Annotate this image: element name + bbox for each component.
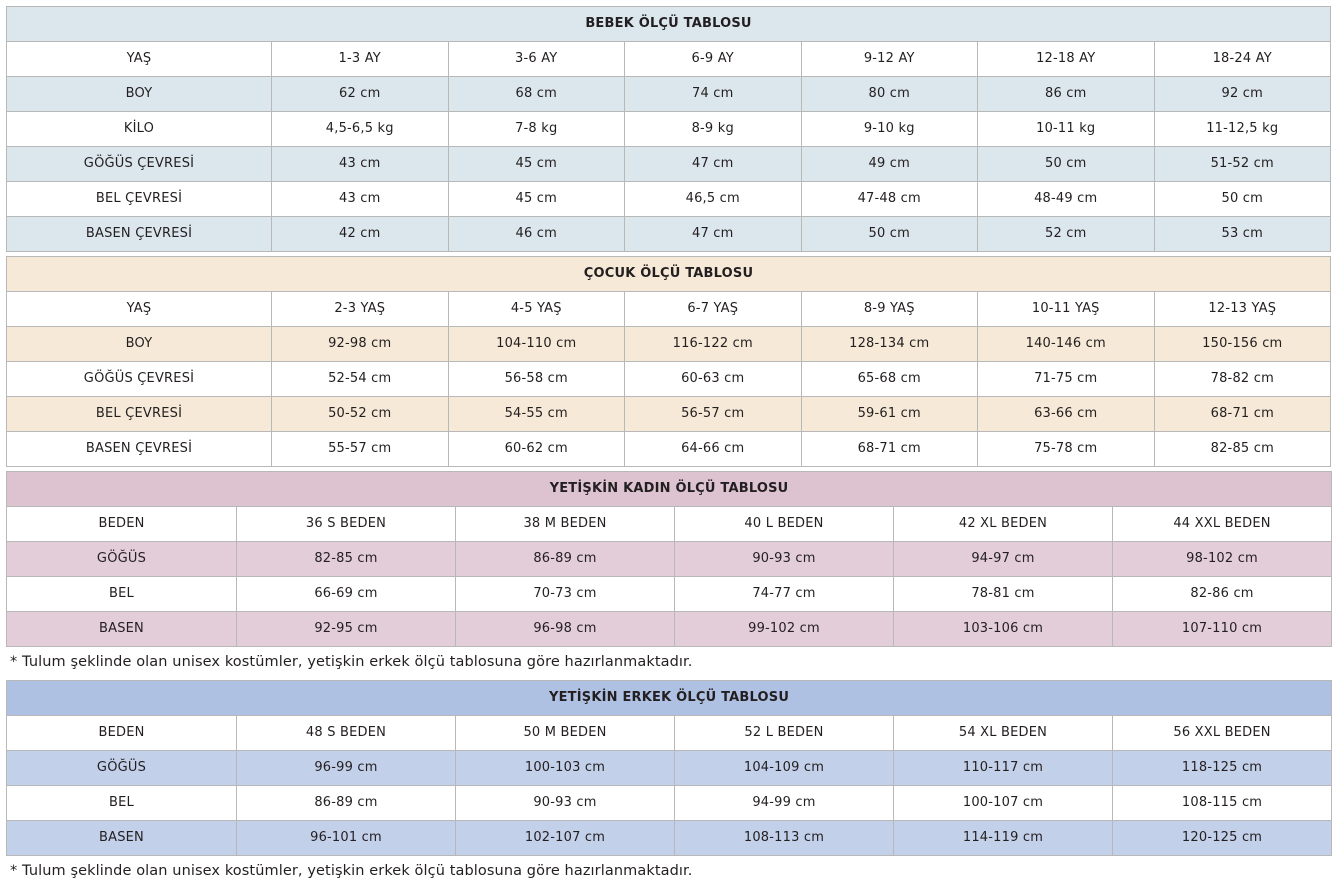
data-cell: 52-54 cm (272, 362, 449, 397)
table-title-row (7, 681, 1332, 716)
data-cell: 96-98 cm (456, 612, 675, 647)
table-row (7, 577, 1332, 612)
data-cell: 107-110 cm (1113, 612, 1332, 647)
row-header-cell: GÖĞÜS (7, 751, 237, 786)
row-header-cell: GÖĞÜS ÇEVRESİ (7, 362, 272, 397)
data-cell: 96-101 cm (237, 821, 456, 856)
row-header-cell: KİLO (7, 112, 272, 147)
data-cell: 104-109 cm (675, 751, 894, 786)
data-cell: 74-77 cm (675, 577, 894, 612)
data-cell: 92 cm (1154, 77, 1331, 112)
data-cell: 94-97 cm (894, 542, 1113, 577)
data-cell: 86 cm (978, 77, 1155, 112)
row-header-cell: BASEN ÇEVRESİ (7, 217, 272, 252)
data-cell: 56-57 cm (625, 397, 802, 432)
table-row (7, 182, 1331, 217)
table-row (7, 112, 1331, 147)
data-cell: 12-18 AY (978, 42, 1155, 77)
data-cell: 50 cm (978, 147, 1155, 182)
data-cell: 18-24 AY (1154, 42, 1331, 77)
data-cell: 71-75 cm (978, 362, 1155, 397)
data-cell: 9-12 AY (801, 42, 978, 77)
data-cell: 54-55 cm (448, 397, 625, 432)
data-cell: 64-66 cm (625, 432, 802, 467)
table-row (7, 751, 1332, 786)
data-cell: 100-103 cm (456, 751, 675, 786)
data-cell: 52 cm (978, 217, 1155, 252)
table-row (7, 432, 1331, 467)
data-cell: 8-9 YAŞ (801, 292, 978, 327)
size-table-block-men (6, 680, 1331, 885)
row-header-cell: BEL ÇEVRESİ (7, 182, 272, 217)
row-header-cell: BEL (7, 577, 237, 612)
row-header-cell: BOY (7, 327, 272, 362)
table-row (7, 821, 1332, 856)
data-cell: 66-69 cm (237, 577, 456, 612)
row-header-cell: GÖĞÜS ÇEVRESİ (7, 147, 272, 182)
table-row (7, 42, 1331, 77)
data-cell: 45 cm (448, 147, 625, 182)
data-cell: 50 M BEDEN (456, 716, 675, 751)
data-cell: 3-6 AY (448, 42, 625, 77)
table-row (7, 786, 1332, 821)
data-cell: 68-71 cm (1154, 397, 1331, 432)
data-cell: 116-122 cm (625, 327, 802, 362)
table-title-row (7, 472, 1332, 507)
data-cell: 110-117 cm (894, 751, 1113, 786)
data-cell: 49 cm (801, 147, 978, 182)
tables-container (6, 6, 1331, 885)
data-cell: 48 S BEDEN (237, 716, 456, 751)
data-cell: 92-95 cm (237, 612, 456, 647)
table-title: BEBEK ÖLÇÜ TABLOSU (7, 7, 1331, 42)
data-cell: 12-13 YAŞ (1154, 292, 1331, 327)
data-cell: 44 XXL BEDEN (1113, 507, 1332, 542)
data-cell: 100-107 cm (894, 786, 1113, 821)
data-cell: 60-62 cm (448, 432, 625, 467)
footnote-women: * Tulum şeklinde olan unisex kostümler, yetişkin erkek ölçü tablosuna göre hazırlanmaktadır. (10, 654, 693, 670)
data-cell: 45 cm (448, 182, 625, 217)
data-cell: 82-86 cm (1113, 577, 1332, 612)
data-cell: 1-3 AY (272, 42, 449, 77)
data-cell: 118-125 cm (1113, 751, 1332, 786)
row-header-cell: BEL (7, 786, 237, 821)
table-title-row (7, 7, 1331, 42)
data-cell: 114-119 cm (894, 821, 1113, 856)
data-cell: 86-89 cm (456, 542, 675, 577)
data-cell: 94-99 cm (675, 786, 894, 821)
data-cell: 6-7 YAŞ (625, 292, 802, 327)
row-header-cell: BEDEN (7, 716, 237, 751)
row-header-cell: YAŞ (7, 42, 272, 77)
size-table-block-child (6, 256, 1331, 467)
data-cell: 108-113 cm (675, 821, 894, 856)
data-cell: 47-48 cm (801, 182, 978, 217)
data-cell: 78-82 cm (1154, 362, 1331, 397)
data-cell: 36 S BEDEN (237, 507, 456, 542)
data-cell: 50 cm (801, 217, 978, 252)
data-cell: 6-9 AY (625, 42, 802, 77)
data-cell: 10-11 kg (978, 112, 1155, 147)
data-cell: 43 cm (272, 147, 449, 182)
data-cell: 82-85 cm (1154, 432, 1331, 467)
table-row (7, 397, 1331, 432)
data-cell: 150-156 cm (1154, 327, 1331, 362)
row-header-cell: BASEN ÇEVRESİ (7, 432, 272, 467)
size-table-men (6, 680, 1332, 856)
data-cell: 2-3 YAŞ (272, 292, 449, 327)
data-cell: 10-11 YAŞ (978, 292, 1155, 327)
data-cell: 4-5 YAŞ (448, 292, 625, 327)
table-row (7, 217, 1331, 252)
data-cell: 50-52 cm (272, 397, 449, 432)
data-cell: 59-61 cm (801, 397, 978, 432)
table-row (7, 716, 1332, 751)
table-title-row (7, 257, 1331, 292)
table-row (7, 507, 1332, 542)
data-cell: 92-98 cm (272, 327, 449, 362)
data-cell: 68-71 cm (801, 432, 978, 467)
data-cell: 9-10 kg (801, 112, 978, 147)
data-cell: 11-12,5 kg (1154, 112, 1331, 147)
table-row (7, 77, 1331, 112)
data-cell: 98-102 cm (1113, 542, 1332, 577)
data-cell: 140-146 cm (978, 327, 1155, 362)
data-cell: 82-85 cm (237, 542, 456, 577)
size-table-baby (6, 6, 1331, 252)
data-cell: 55-57 cm (272, 432, 449, 467)
data-cell: 102-107 cm (456, 821, 675, 856)
size-table-women (6, 471, 1332, 647)
data-cell: 99-102 cm (675, 612, 894, 647)
footnote-men: * Tulum şeklinde olan unisex kostümler, yetişkin erkek ölçü tablosuna göre hazırlanmaktadır. (10, 863, 693, 879)
row-header-cell: BEL ÇEVRESİ (7, 397, 272, 432)
table-row (7, 147, 1331, 182)
data-cell: 108-115 cm (1113, 786, 1332, 821)
data-cell: 50 cm (1154, 182, 1331, 217)
row-header-cell: YAŞ (7, 292, 272, 327)
table-row (7, 612, 1332, 647)
data-cell: 63-66 cm (978, 397, 1155, 432)
data-cell: 104-110 cm (448, 327, 625, 362)
data-cell: 78-81 cm (894, 577, 1113, 612)
data-cell: 75-78 cm (978, 432, 1155, 467)
size-table-block-baby (6, 6, 1331, 252)
data-cell: 120-125 cm (1113, 821, 1332, 856)
data-cell: 42 cm (272, 217, 449, 252)
data-cell: 56 XXL BEDEN (1113, 716, 1332, 751)
table-title: YETİŞKİN ERKEK ÖLÇÜ TABLOSU (7, 681, 1332, 716)
data-cell: 90-93 cm (456, 786, 675, 821)
data-cell: 8-9 kg (625, 112, 802, 147)
data-cell: 38 M BEDEN (456, 507, 675, 542)
data-cell: 90-93 cm (675, 542, 894, 577)
data-cell: 53 cm (1154, 217, 1331, 252)
data-cell: 74 cm (625, 77, 802, 112)
table-title: YETİŞKİN KADIN ÖLÇÜ TABLOSU (7, 472, 1332, 507)
row-header-cell: BOY (7, 77, 272, 112)
data-cell: 52 L BEDEN (675, 716, 894, 751)
data-cell: 40 L BEDEN (675, 507, 894, 542)
data-cell: 86-89 cm (237, 786, 456, 821)
row-header-cell: BEDEN (7, 507, 237, 542)
data-cell: 68 cm (448, 77, 625, 112)
data-cell: 65-68 cm (801, 362, 978, 397)
data-cell: 7-8 kg (448, 112, 625, 147)
data-cell: 48-49 cm (978, 182, 1155, 217)
size-table-child (6, 256, 1331, 467)
table-title: ÇOCUK ÖLÇÜ TABLOSU (7, 257, 1331, 292)
table-row (7, 362, 1331, 397)
data-cell: 56-58 cm (448, 362, 625, 397)
data-cell: 42 XL BEDEN (894, 507, 1113, 542)
data-cell: 60-63 cm (625, 362, 802, 397)
table-row (7, 292, 1331, 327)
data-cell: 47 cm (625, 217, 802, 252)
data-cell: 54 XL BEDEN (894, 716, 1113, 751)
data-cell: 70-73 cm (456, 577, 675, 612)
data-cell: 4,5-6,5 kg (272, 112, 449, 147)
row-header-cell: GÖĞÜS (7, 542, 237, 577)
data-cell: 80 cm (801, 77, 978, 112)
row-header-cell: BASEN (7, 821, 237, 856)
data-cell: 47 cm (625, 147, 802, 182)
data-cell: 62 cm (272, 77, 449, 112)
table-row (7, 327, 1331, 362)
data-cell: 51-52 cm (1154, 147, 1331, 182)
data-cell: 46 cm (448, 217, 625, 252)
table-row (7, 542, 1332, 577)
data-cell: 46,5 cm (625, 182, 802, 217)
data-cell: 96-99 cm (237, 751, 456, 786)
row-header-cell: BASEN (7, 612, 237, 647)
data-cell: 128-134 cm (801, 327, 978, 362)
data-cell: 103-106 cm (894, 612, 1113, 647)
data-cell: 43 cm (272, 182, 449, 217)
size-table-block-women (6, 471, 1331, 676)
